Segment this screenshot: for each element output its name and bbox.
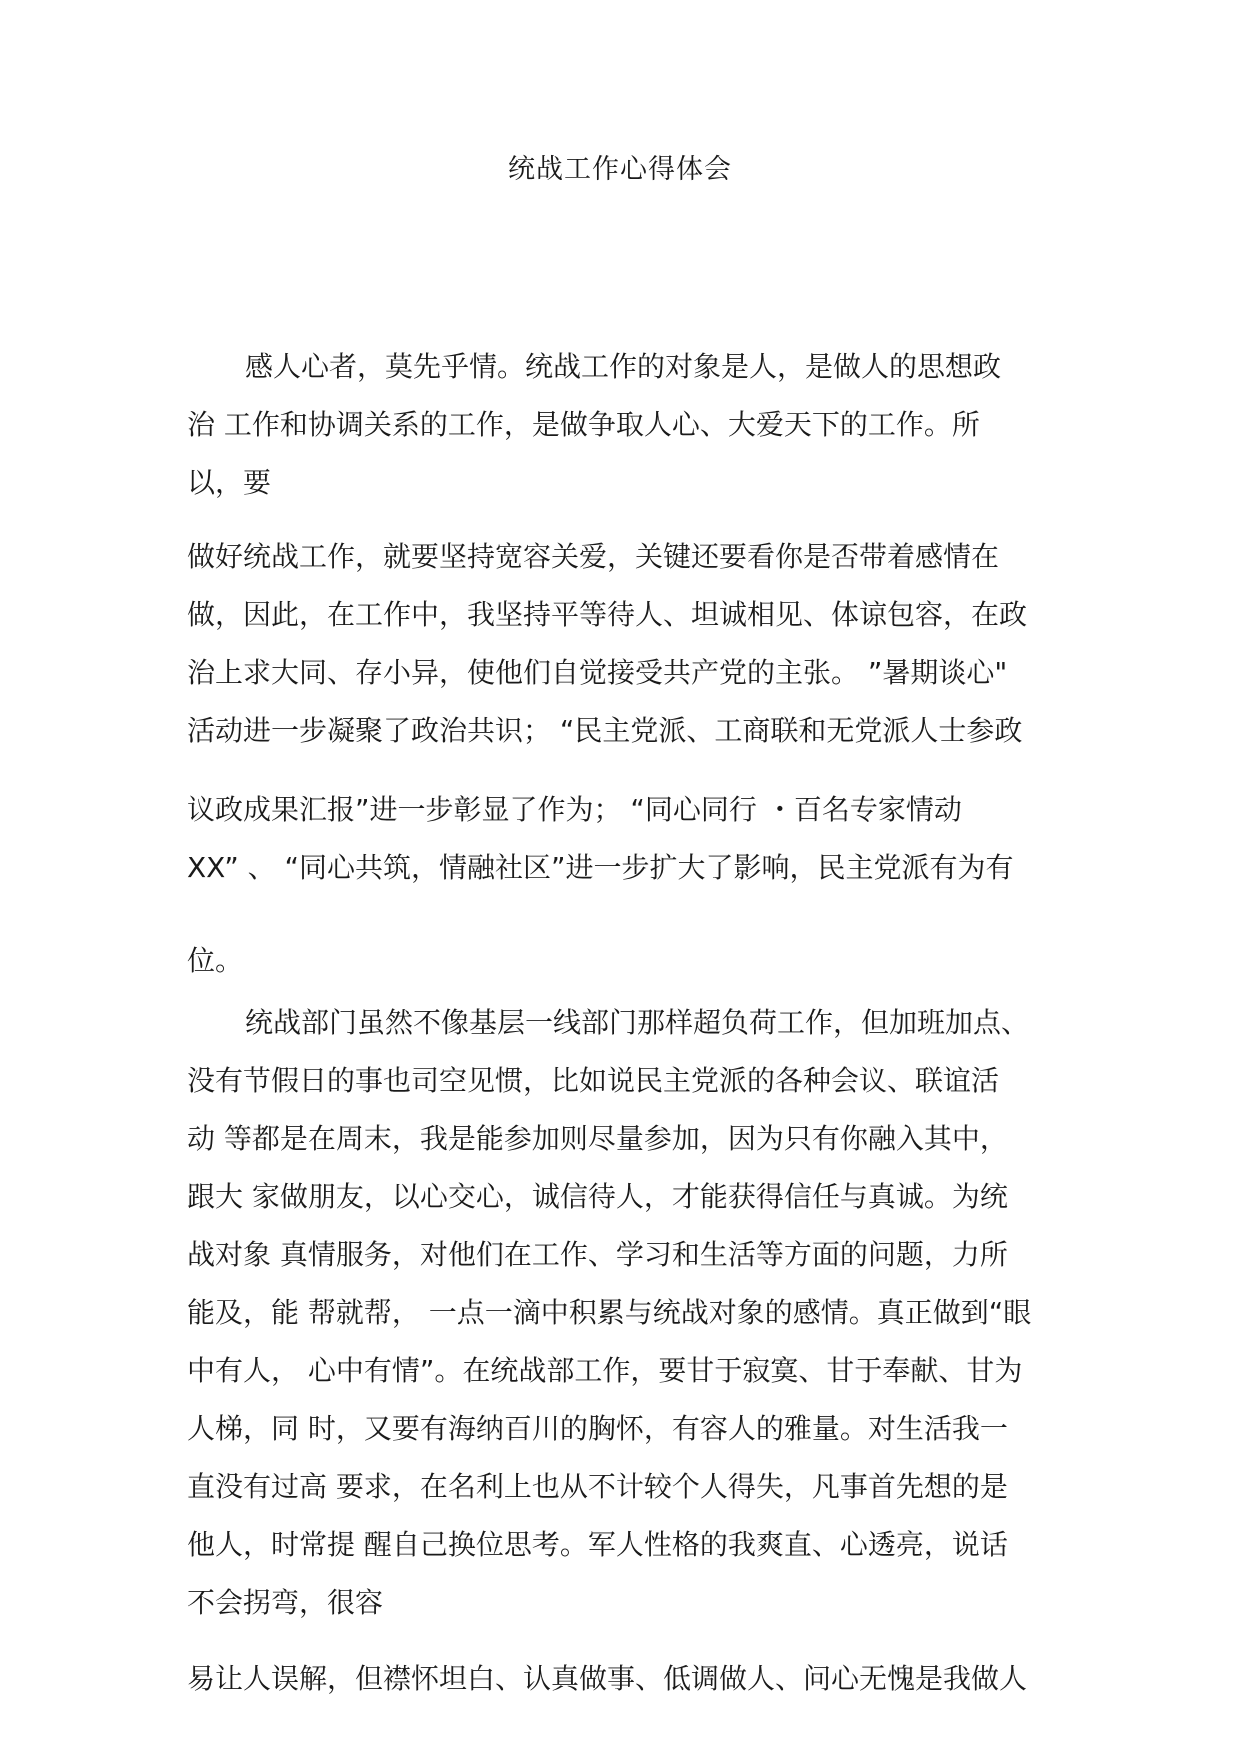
text-line: 易让人误解，但襟怀坦白、认真做事、低调做人、问心无愧是我做人 [187,1662,1028,1695]
text-line: 他人，时常提 醒自己换位思考。军人性格的我爽直、心透亮，说话 [187,1528,1008,1561]
text-line: 能及，能 帮就帮， 一点一滴中积累与统战对象的感情。真正做到“眼 [187,1296,1032,1329]
document-title: 统战工作心得体会 [508,154,732,185]
text-line: 议政成果汇报”进一步彰显了作为； “同心同行 ・百名专家情动 [187,793,962,826]
text-line: 位。 [187,944,244,977]
text-line: 治 工作和协调关系的工作，是做争取人心、大爱天下的工作。所 [187,408,980,441]
text-line: 中有人， 心中有情”。在统战部工作，要甘于寂寞、甘于奉献、甘为 [187,1354,1023,1387]
text-line: 动 等都是在周末，我是能参加则尽量参加，因为只有你融入其中， [187,1122,1008,1155]
text-line: 跟大 家做朋友，以心交心，诚信待人，才能获得信任与真诚。为统 [187,1180,1008,1213]
text-line: 直没有过高 要求，在名利上也从不计较个人得失，凡事首先想的是 [187,1470,1008,1503]
text-line: 没有节假日的事也司空见惯，比如说民主党派的各种会议、联谊活 [187,1064,1000,1097]
text-line: 战对象 真情服务，对他们在工作、学习和生活等方面的问题，力所 [187,1238,1008,1271]
text-line: 人梯，同 时，又要有海纳百川的胸怀，有容人的雅量。对生活我一 [187,1412,1008,1445]
text-line: 做，因此，在工作中，我坚持平等待人、坦诚相见、体谅包容，在政 [187,598,1028,631]
text-line: 治上求大同、存小异，使他们自觉接受共产党的主张。 ”暑期谈心" [187,656,1008,689]
text-line: 做好统战工作，就要坚持宽容关爱，关键还要看你是否带着感情在 [187,540,1000,573]
text-line: 活动进一步凝聚了政治共识； “民主党派、工商联和无党派人士参政 [187,714,1023,747]
text-line: 统战部门虽然不像基层一线部门那样超负荷工作，但加班加点、 [245,1006,1030,1039]
text-line: 不会拐弯，很容 [187,1586,384,1619]
text-line: XX” 、 “同心共筑，情融社区”进一步扩大了影响，民主党派有为有 [187,851,1014,884]
text-line: 感人心者，莫先乎情。统战工作的对象是人，是做人的思想政 [245,350,1002,383]
text-line: 以，要 [187,466,272,499]
